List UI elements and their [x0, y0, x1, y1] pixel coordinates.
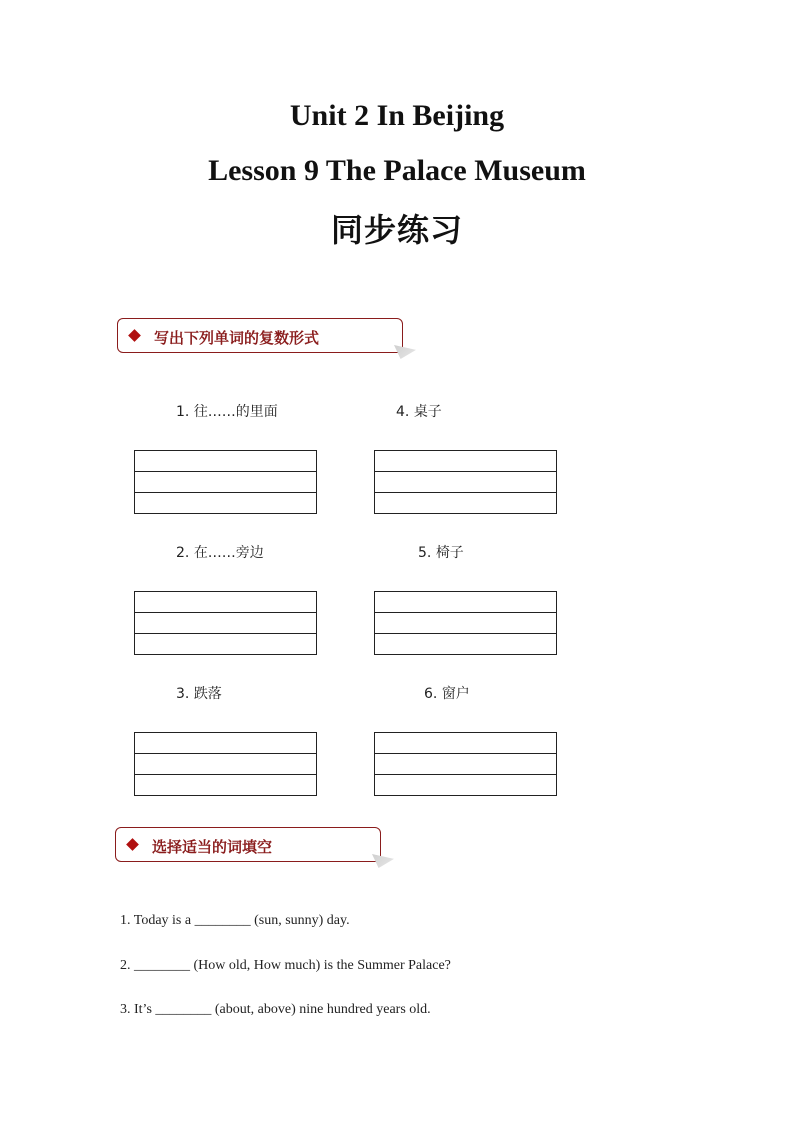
question-2: 2. ________ (How old, How much) is the Summer Palace?	[120, 958, 451, 973]
section-heading-plural-forms	[117, 318, 403, 353]
answer-line	[135, 471, 316, 472]
item-word: 窗户	[441, 686, 470, 702]
unit-title: Unit 2 In Beijing	[289, 99, 505, 132]
item-number: 1.	[176, 404, 190, 420]
word-item-1	[176, 401, 278, 421]
answer-line	[375, 774, 556, 775]
item-number: 5.	[418, 545, 432, 561]
answer-line	[135, 633, 316, 634]
heading-shadow	[394, 345, 416, 359]
item-word: 在……旁边	[193, 545, 264, 561]
item-number: 6.	[424, 686, 438, 702]
word-item-3	[176, 683, 222, 703]
diamond-bullet-icon	[128, 329, 141, 342]
item-word: 椅子	[435, 545, 464, 561]
answer-box-3[interactable]	[134, 732, 317, 796]
heading-shadow	[372, 854, 394, 868]
answer-box-2[interactable]	[134, 591, 317, 655]
item-word: 跌落	[193, 686, 222, 702]
item-word: 往……的里面	[193, 404, 278, 420]
answer-line	[375, 633, 556, 634]
answer-box-6[interactable]	[374, 732, 557, 796]
answer-line	[135, 753, 316, 754]
answer-box-1[interactable]	[134, 450, 317, 514]
question-3: 3. It’s ________ (about, above) nine hundred years old.	[120, 1002, 431, 1017]
section-heading-fill-blanks	[115, 827, 381, 862]
word-item-2	[176, 542, 264, 562]
word-item-5	[418, 542, 464, 562]
answer-box-4[interactable]	[374, 450, 557, 514]
answer-line	[135, 774, 316, 775]
section-heading-label: 写出下列单词的复数形式	[154, 329, 320, 347]
word-item-4	[396, 401, 442, 421]
diamond-bullet-icon	[126, 838, 139, 851]
worksheet-subtitle: 同步练习	[330, 211, 463, 249]
answer-line	[135, 612, 316, 613]
answer-box-5[interactable]	[374, 591, 557, 655]
question-1: 1. Today is a ________ (sun, sunny) day.	[120, 913, 350, 928]
answer-line	[375, 612, 556, 613]
lesson-title: Lesson 9 The Palace Museum	[208, 154, 586, 187]
answer-line	[375, 471, 556, 472]
answer-line	[375, 492, 556, 493]
item-number: 4.	[396, 404, 410, 420]
item-number: 3.	[176, 686, 190, 702]
answer-line	[375, 753, 556, 754]
item-number: 2.	[176, 545, 190, 561]
item-word: 桌子	[413, 404, 442, 420]
answer-line	[135, 492, 316, 493]
section-heading-label: 选择适当的词填空	[152, 838, 273, 856]
word-item-6	[424, 683, 470, 703]
